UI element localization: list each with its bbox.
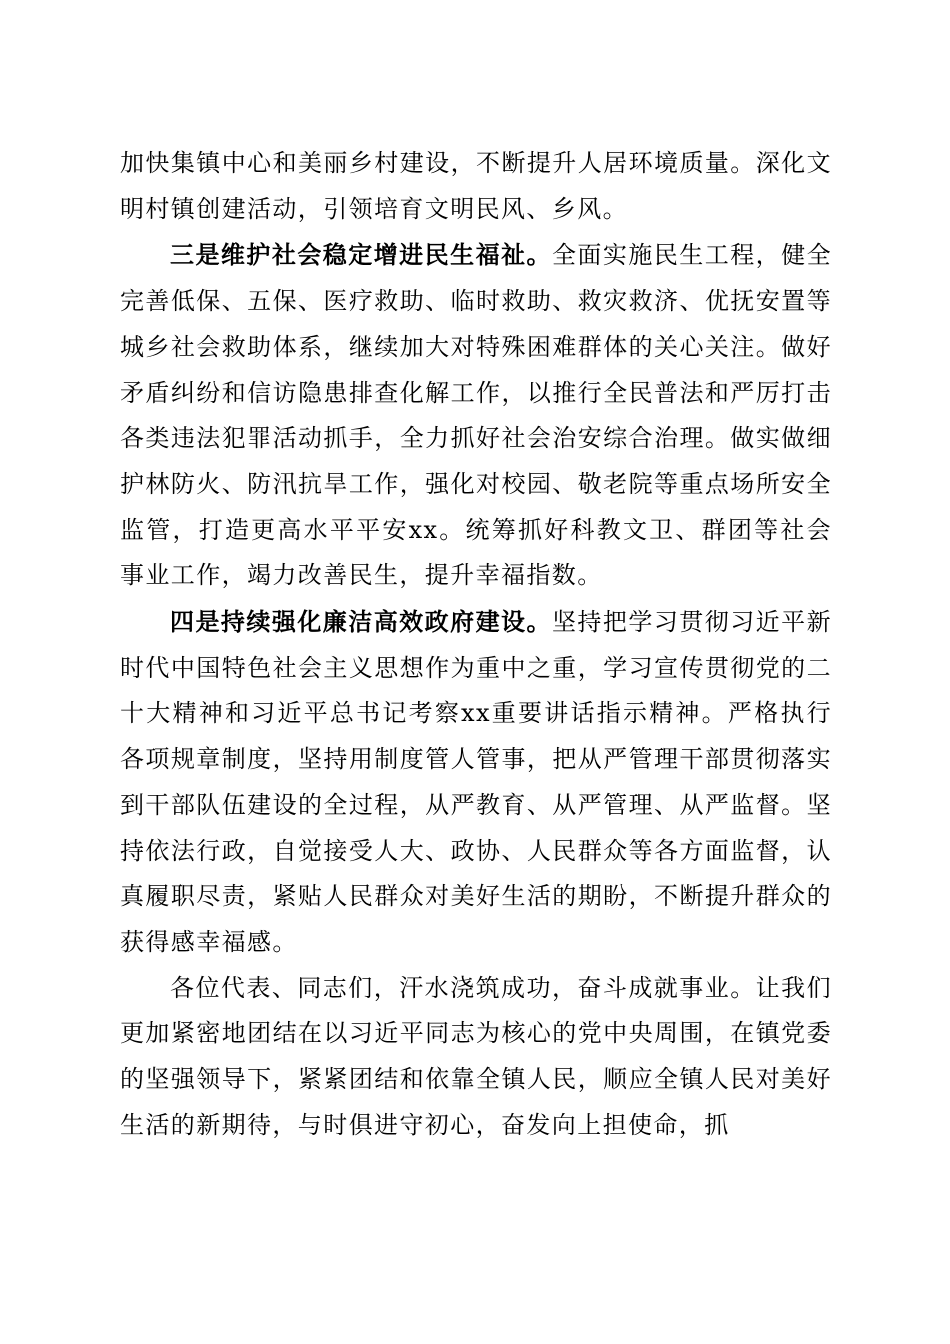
paragraph-3-text: 坚持把学习贯彻习近平新时代中国特色社会主义思想作为重中之重，学习宣传贯彻党的二十大精神和习近平总书记考察xx重要讲话指示精神。严格执行各项规章制度，坚持用制度管人管事，把从严管理干部贯彻落实到干部队伍建设的全过程，从严教育、从严管理、从严监督。坚持依法行政，自觉接受人大、政协、人民群众等各方面监督，认真履职尽责，紧贴人民群众对美好生活的期盼，不断提升群众的获得感幸福感。: [120, 608, 833, 956]
paragraph-3-lead: 四是持续强化廉洁高效政府建设。: [170, 607, 552, 637]
paragraph-3: [120, 599, 832, 966]
paragraph-2-lead: 三是维护社会稳定增进民生福祉。: [170, 240, 552, 270]
paragraph-4: [120, 966, 832, 1149]
paragraph-4-text: 各位代表、同志们，汗水浇筑成功，奋斗成就事业。让我们更加紧密地团结在以习近平同志为核心的党中央周围，在镇党委的坚强领导下，紧紧团结和依靠全镇人民，顺应全镇人民对美好生活的新期待，与时俱进守初心，奋发向上担使命，抓: [120, 973, 832, 1139]
document-page: [120, 141, 832, 1148]
paragraph-2: [120, 232, 832, 599]
paragraph-1: [120, 141, 832, 232]
paragraph-2-text: 全面实施民生工程，健全完善低保、五保、医疗救助、临时救助、救灾救济、优抚安置等城乡社会救助体系，继续加大对特殊困难群体的关心关注。做好矛盾纠纷和信访隐患排查化解工作，以推行全民普法和严厉打击各类违法犯罪活动抓手，全力抓好社会治安综合治理。做实做细护林防火、防汛抗旱工作，强化对校园、敬老院等重点场所安全监管，打造更高水平平安xx。统筹抓好科教文卫、群团等社会事业工作，竭力改善民生，提升幸福指数。: [120, 241, 833, 590]
paragraph-1-text: 加快集镇中心和美丽乡村建设，不断提升人居环境质量。深化文明村镇创建活动，引领培育文明民风、乡风。: [120, 149, 832, 223]
